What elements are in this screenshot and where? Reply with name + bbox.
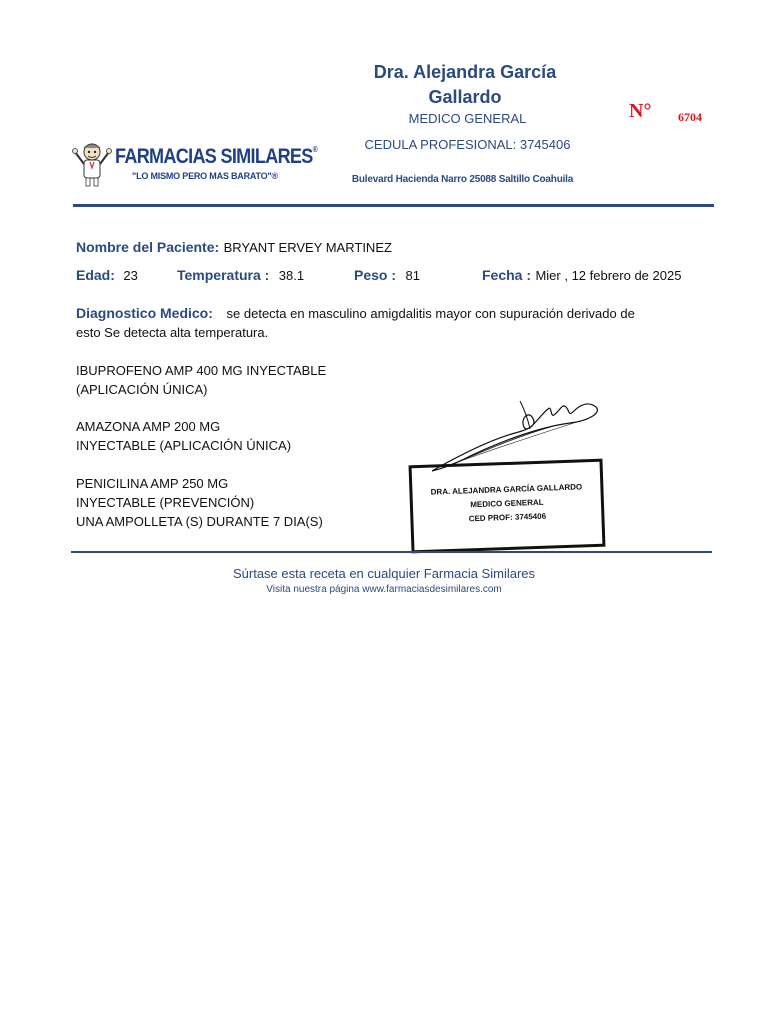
- prescription-item: [76, 417, 376, 455]
- logo-brand: [115, 145, 317, 169]
- prescription-item: [76, 361, 376, 399]
- weight-value: 81: [405, 268, 420, 283]
- patient-name: BRYANT ERVEY MARTINEZ: [223, 240, 392, 255]
- prescription-line: PENICILINA AMP 250 MG: [76, 476, 229, 491]
- diagnosis-text-line2: esto Se detecta alta temperatura.: [76, 325, 269, 340]
- age-field: [76, 267, 138, 285]
- date-label: Fecha :: [482, 267, 532, 283]
- patient-name-row: [76, 239, 392, 257]
- logo-registered: ®: [312, 145, 318, 154]
- temperature-value: 38.1: [278, 268, 305, 283]
- prescription-line: AMAZONA AMP 200 MG: [76, 419, 221, 434]
- header-divider: [73, 204, 714, 207]
- weight-label: Peso :: [354, 267, 397, 283]
- doctor-mascot-icon: [70, 140, 114, 188]
- logo-slogan: "LO MISMO PERO MAS BARATO"®: [132, 171, 278, 181]
- doctor-cedula: CEDULA PROFESIONAL: 3745406: [364, 137, 571, 152]
- doctor-name: [340, 60, 590, 110]
- date-field: [482, 267, 681, 285]
- folio-label: N°: [629, 100, 652, 122]
- doctor-specialty: MEDICO GENERAL: [408, 111, 527, 126]
- footer-note: Súrtase esta receta en cualquier Farmacia Similares: [232, 566, 536, 581]
- prescription-line: UNA AMPOLLETA (S) DURANTE 7 DIA(S): [76, 514, 323, 529]
- age-label: Edad:: [76, 267, 115, 283]
- stamp-cedula: CED PROF: 3745406: [468, 511, 547, 524]
- temperature-field: [177, 267, 304, 285]
- doctor-stamp: [409, 459, 606, 554]
- footer-website[interactable]: Visita nuestra página www.farmaciasdesimilares.com: [266, 584, 502, 595]
- footer-divider: [71, 551, 712, 553]
- folio-number: 6704: [678, 110, 702, 124]
- stamp-name: DRA. ALEJANDRA GARCÍA GALLARDO: [430, 482, 583, 497]
- diagnosis-label: Diagnostico Medico:: [76, 305, 213, 321]
- prescription-line: INYECTABLE (APLICACIÓN ÚNICA): [76, 438, 292, 453]
- patient-name-label: Nombre del Paciente:: [76, 239, 220, 255]
- diagnosis-text-line1: se detecta en masculino amigdalitis mayor con supuración derivado de: [226, 306, 635, 321]
- age-value: 23: [123, 268, 138, 283]
- diagnosis: [76, 304, 676, 342]
- logo-brand-text: FARMACIAS SIMILARES: [115, 145, 313, 168]
- doctor-name-line1: Dra. Alejandra García: [373, 62, 557, 82]
- prescription-line: (APLICACIÓN ÚNICA): [76, 382, 208, 397]
- weight-field: [354, 267, 420, 285]
- prescription-item: [76, 474, 376, 531]
- stamp-specialty: MEDICO GENERAL: [470, 497, 544, 510]
- temperature-label: Temperatura :: [177, 267, 270, 283]
- prescription-line: INYECTABLE (PREVENCIÓN): [76, 495, 255, 510]
- prescription-line: IBUPROFENO AMP 400 MG INYECTABLE: [76, 363, 327, 378]
- date-value: Mier , 12 febrero de 2025: [535, 268, 682, 283]
- doctor-name-line2: Gallardo: [428, 87, 502, 107]
- doctor-address: Bulevard Hacienda Narro 25088 Saltillo Coahuila: [351, 174, 574, 185]
